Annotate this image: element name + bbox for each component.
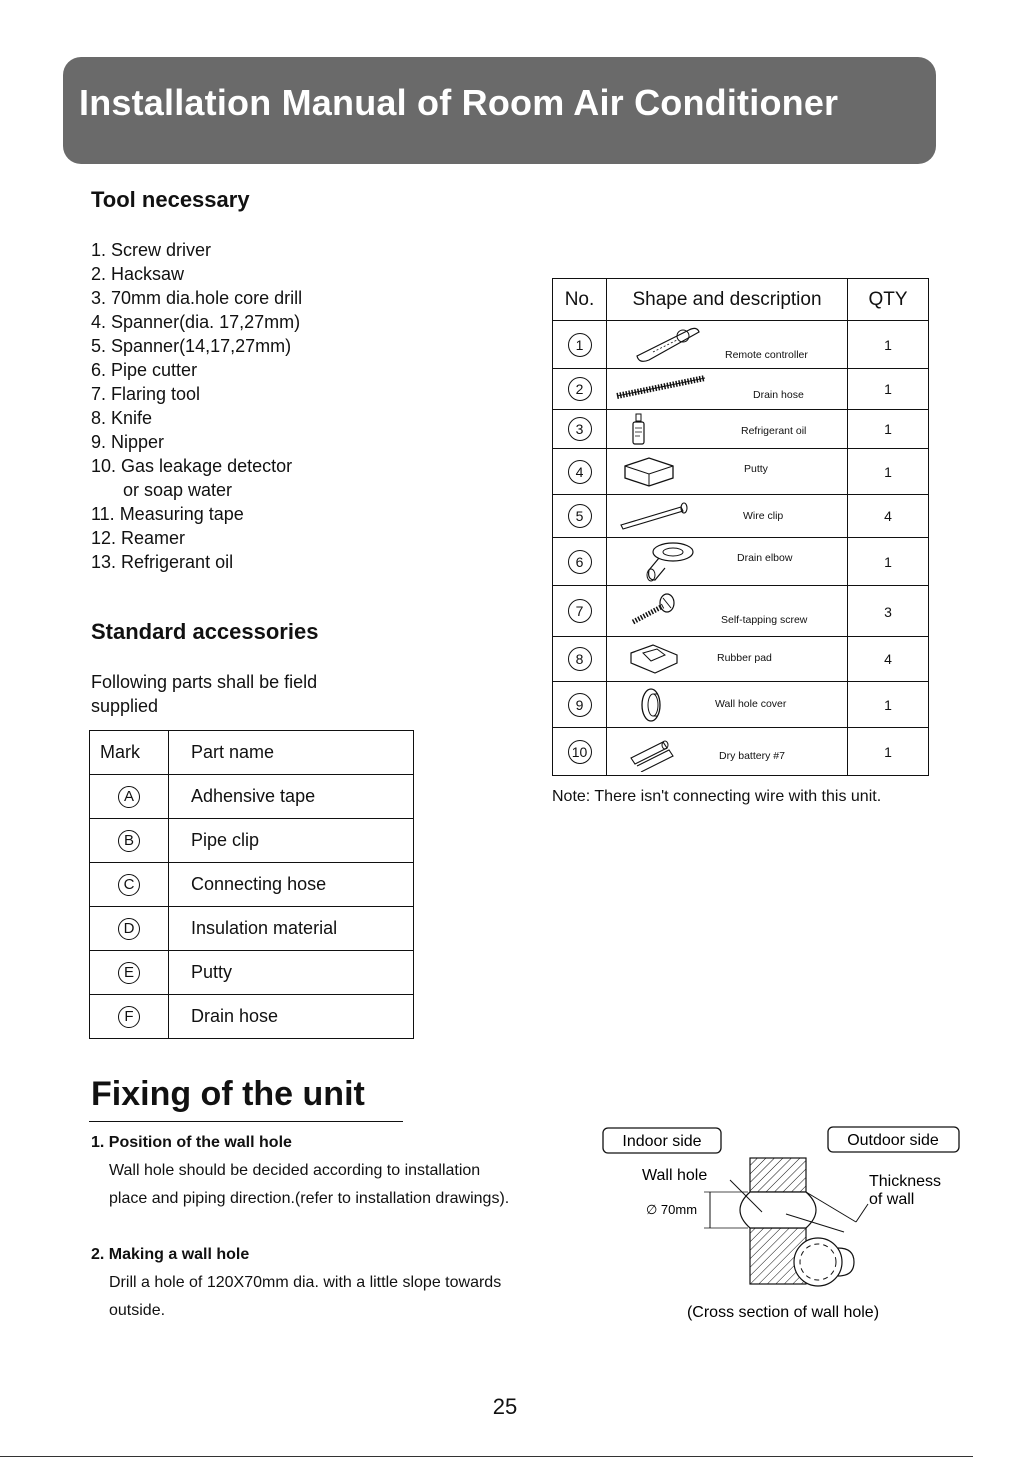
part-name: Connecting hose	[169, 863, 414, 907]
table-row	[553, 321, 929, 369]
part-name: Drain hose	[169, 995, 414, 1039]
item-desc: Self-tapping screw	[721, 614, 808, 626]
item-qty: 1	[848, 682, 929, 728]
standard-heading: Standard accessories	[91, 619, 319, 644]
item-number: 4	[568, 460, 592, 484]
item-number: 5	[568, 504, 592, 528]
mark-badge: A	[118, 786, 140, 808]
mark-badge: D	[118, 918, 140, 940]
intro-line: Following parts shall be field	[91, 672, 318, 692]
shape-header: Shape and description	[607, 279, 848, 321]
list-item: 6. Pipe cutter	[91, 360, 198, 380]
part-name: Putty	[169, 951, 414, 995]
item-qty: 1	[848, 728, 929, 776]
table-row	[553, 495, 929, 538]
wall-hole-cover-icon	[637, 685, 667, 725]
item-number: 6	[568, 550, 592, 574]
table-row	[553, 369, 929, 410]
field-supplied-table	[89, 730, 414, 1039]
item-qty: 1	[848, 538, 929, 586]
no-header: No.	[553, 279, 607, 321]
mark-badge: E	[118, 962, 140, 984]
refrigerant-oil-icon	[629, 412, 649, 446]
pipe-circle	[794, 1238, 842, 1286]
list-item: 4. Spanner(dia. 17,27mm)	[91, 312, 301, 332]
mark-header: Mark	[90, 731, 169, 775]
title-underline	[89, 1121, 403, 1122]
drain-hose-icon	[613, 372, 709, 402]
tools-heading: Tool necessary	[91, 187, 250, 212]
item-desc: Refrigerant oil	[741, 425, 807, 437]
section-1-title: 1. Position of the wall hole	[91, 1134, 292, 1151]
item-desc: Drain elbow	[737, 552, 793, 564]
table-row	[90, 775, 414, 819]
item-qty: 4	[848, 495, 929, 538]
rubber-pad-icon	[627, 641, 683, 677]
item-qty: 1	[848, 321, 929, 369]
body-line: Drill a hole of 120X70mm dia. with a little slope towards	[109, 1274, 502, 1291]
putty-icon	[621, 454, 677, 490]
standard-intro	[91, 670, 317, 718]
list-item: 8. Knife	[91, 408, 153, 428]
part-name: Insulation material	[169, 907, 414, 951]
diagram-caption: (Cross section of wall hole)	[686, 1304, 880, 1321]
item-qty: 3	[848, 586, 929, 637]
item-number: 1	[568, 333, 592, 357]
title-banner	[63, 57, 936, 164]
table-row	[553, 449, 929, 495]
table-row	[90, 951, 414, 995]
item-number: 9	[568, 693, 592, 717]
list-item: 3. 70mm dia.hole core drill	[91, 288, 303, 308]
list-item: 7. Flaring tool	[91, 384, 201, 404]
item-desc: Rubber pad	[717, 652, 772, 664]
wall-upper	[750, 1158, 806, 1192]
item-desc: Drain hose	[753, 389, 804, 401]
body-line: outside.	[109, 1302, 166, 1319]
list-item: 11. Measuring tape	[91, 504, 244, 524]
part-name: Pipe clip	[169, 819, 414, 863]
item-desc: Remote controller	[725, 349, 808, 361]
accessories-note: Note: There isn't connecting wire with this unit.	[552, 788, 882, 805]
item-desc: Wall hole cover	[715, 698, 787, 710]
item-number: 2	[568, 377, 592, 401]
item-qty: 1	[848, 369, 929, 410]
table-row	[90, 907, 414, 951]
mark-badge: C	[118, 874, 140, 896]
item-qty: 1	[848, 410, 929, 449]
list-item: 12. Reamer	[91, 528, 186, 548]
part-header: Part name	[169, 731, 414, 775]
tools-list	[91, 238, 302, 574]
intro-line: supplied	[91, 696, 159, 716]
item-desc: Putty	[744, 463, 768, 475]
drain-elbow-icon	[641, 540, 697, 584]
diameter-label: ∅ 70mm	[646, 1202, 698, 1217]
item-qty: 4	[848, 637, 929, 682]
remote-controller-icon	[633, 324, 703, 364]
table-row	[553, 410, 929, 449]
list-item: 9. Nipper	[91, 432, 165, 452]
list-item: 2. Hacksaw	[91, 264, 185, 284]
item-qty: 1	[848, 449, 929, 495]
section-1-body	[109, 1157, 509, 1213]
accessories-table	[552, 278, 929, 776]
list-item: 5. Spanner(14,17,27mm)	[91, 336, 292, 356]
list-item-continuation: or soap water	[123, 480, 233, 500]
part-name: Adhensive tape	[169, 775, 414, 819]
section-2-body	[109, 1269, 501, 1325]
thickness-label: Thickness	[869, 1173, 942, 1190]
footer-rule	[0, 1456, 973, 1457]
table-row	[553, 728, 929, 776]
table-row	[553, 586, 929, 637]
section-2-title: 2. Making a wall hole	[91, 1246, 250, 1263]
wall-hole-label: Wall hole	[642, 1167, 708, 1184]
table-row	[90, 995, 414, 1039]
list-item: 1. Screw driver	[91, 240, 212, 260]
list-item: 10. Gas leakage detector	[91, 456, 293, 476]
wall-hole-diagram	[600, 1120, 970, 1340]
body-line: Wall hole should be decided according to installation	[109, 1162, 481, 1179]
table-row	[90, 863, 414, 907]
table-header-row	[553, 279, 929, 321]
thickness-label-2: of wall	[869, 1191, 915, 1208]
item-number: 10	[568, 740, 592, 764]
screw-icon	[629, 592, 679, 628]
table-row	[553, 682, 929, 728]
outdoor-side-label: Outdoor side	[847, 1132, 939, 1149]
indoor-side-label: Indoor side	[622, 1133, 702, 1150]
table-row	[553, 538, 929, 586]
mark-badge: B	[118, 830, 140, 852]
page-number: 25	[492, 1394, 518, 1419]
table-header-row	[90, 731, 414, 775]
mark-badge: F	[118, 1006, 140, 1028]
item-number: 7	[568, 599, 592, 623]
fixing-title: Fixing of the unit	[91, 1075, 365, 1113]
body-line: place and piping direction.(refer to installation drawings).	[109, 1190, 510, 1207]
item-number: 8	[568, 647, 592, 671]
wire-clip-icon	[617, 499, 693, 533]
table-row	[90, 819, 414, 863]
battery-icon	[627, 732, 677, 772]
table-row	[553, 637, 929, 682]
item-desc: Wire clip	[743, 510, 784, 522]
item-number: 3	[568, 417, 592, 441]
qty-header: QTY	[848, 279, 929, 321]
item-desc: Dry battery #7	[719, 750, 785, 762]
list-item: 13. Refrigerant oil	[91, 552, 234, 572]
page-title: Installation Manual of Room Air Conditioner	[79, 82, 839, 123]
